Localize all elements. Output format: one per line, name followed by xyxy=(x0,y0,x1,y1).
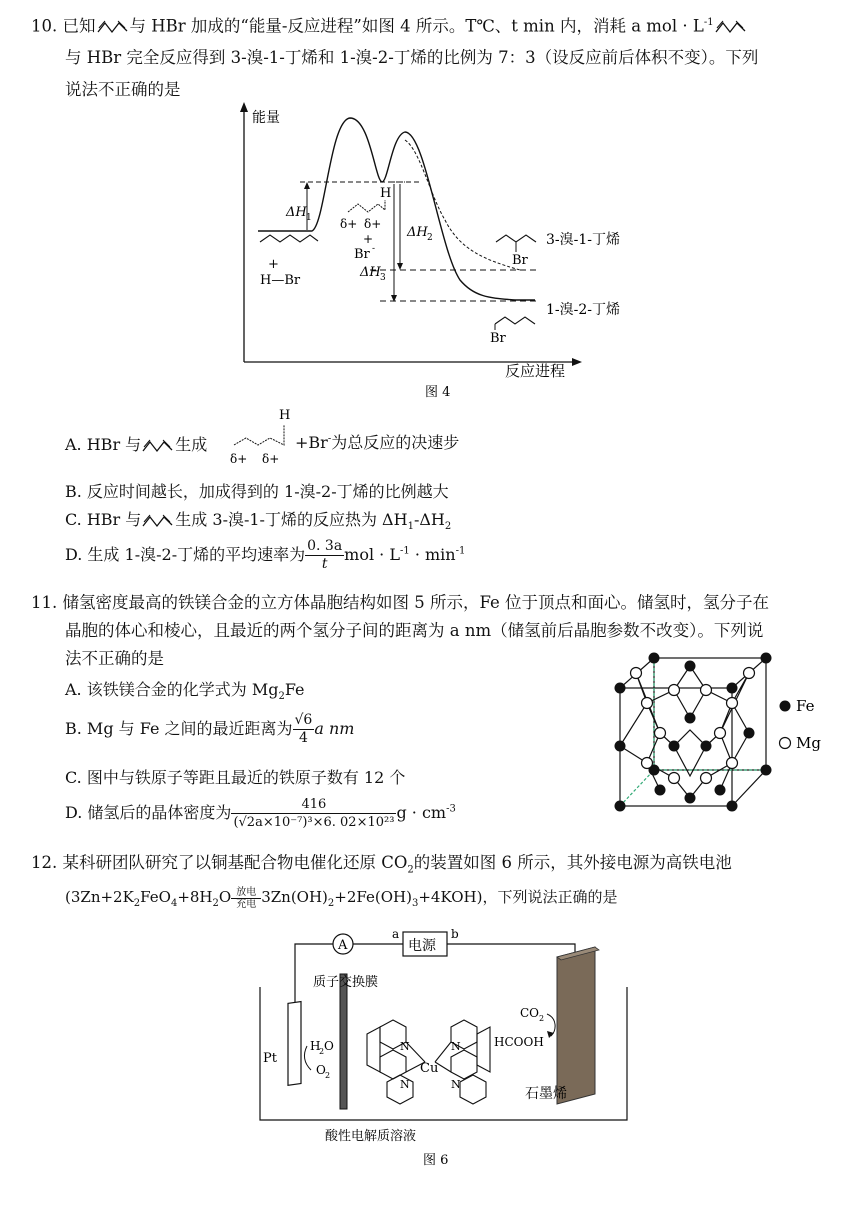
q12-line1: 12. 某科研团队研究了以铜基配合物电催化还原 $CO_2$的装置如图 6 所示，其外接电源为高铁电池 xyxy=(31,853,732,876)
butadiene-structure xyxy=(714,20,748,34)
svg-text:Pt: Pt xyxy=(263,1051,277,1066)
figure4-caption: 图 4 xyxy=(425,385,451,400)
svg-text:Br: Br xyxy=(490,331,506,346)
q10-option-a-tail: +Br-为总反应的决速步 xyxy=(295,433,460,452)
q11-line3: 法不正确的是 xyxy=(65,649,164,668)
svg-text:ΔH: ΔH xyxy=(286,205,307,220)
butadiene-structure xyxy=(141,514,175,528)
svg-text:Br: Br xyxy=(354,247,370,262)
svg-text:2: 2 xyxy=(319,1047,325,1056)
svg-text:2: 2 xyxy=(539,1014,545,1023)
svg-text:N: N xyxy=(400,1078,410,1091)
q10-line2: 与 HBr 完全反应得到 3-溴-1-丁烯和 1-溴-2-丁烯的比例为 7：3（设反应前后体积不变）。下列 xyxy=(65,48,759,67)
allyl-intermediate xyxy=(228,405,298,467)
q10-option-a: A. HBr 与 生成 xyxy=(65,435,208,454)
svg-text:δ+: δ+ xyxy=(262,452,280,466)
q11-line1: 11. 储氢密度最高的铁镁合金的立方体晶胞结构如图 5 所示，Fe 位于顶点和面心。储氢时，氢分子在 xyxy=(31,593,770,612)
svg-text:质子交换膜: 质子交换膜 xyxy=(313,975,379,990)
svg-text:a: a xyxy=(392,927,400,941)
butadiene-structure xyxy=(96,20,130,34)
svg-text:1-溴-2-丁烯: 1-溴-2-丁烯 xyxy=(546,302,621,318)
electrolysis-cell-diagram xyxy=(255,922,635,1172)
q11-option-d: D. 储氢后的晶体密度为 $\frac{416}{\text{(√2a×10⁻⁷)³×6. 02×10²³}}$ $g \cdot cm^{-3}$ xyxy=(65,797,456,830)
q11-number: 11. xyxy=(31,593,58,612)
svg-text:-: - xyxy=(372,244,376,254)
q11-line2: 晶胞的体心和棱心，且最近的两个氢分子间的距离为 a nm（储氢前后晶胞参数不改变）。下列说 xyxy=(65,621,764,640)
q10-option-d: D. 生成 1-溴-2-丁烯的平均速率为 $\frac{0. 3a}{t}$ mol · $L^{-1} \cdot \min^{-1}$ xyxy=(65,538,466,572)
legend-fe: Fe xyxy=(796,697,815,715)
legend-mg-marker xyxy=(780,738,791,749)
figure6-caption: 图 6 xyxy=(423,1153,449,1168)
svg-text:Cu: Cu xyxy=(420,1061,439,1076)
svg-text:CO: CO xyxy=(520,1006,540,1020)
svg-text:δ+: δ+ xyxy=(340,217,358,231)
svg-text:+: + xyxy=(363,232,374,246)
q10-line1: 10. 已知 与 HBr 加成的“能量-反应进程”如图 4 所示。T℃、t min 内，消耗 a mol · $L^{-1}$ xyxy=(31,10,748,40)
q11-option-c: C. 图中与铁原子等距且最近的铁原子数有 12 个 xyxy=(65,768,406,787)
svg-text:δ+: δ+ xyxy=(230,452,248,466)
svg-text:O: O xyxy=(324,1039,334,1053)
proton-exchange-membrane xyxy=(340,974,347,1109)
svg-text:1: 1 xyxy=(306,213,312,223)
svg-text:2: 2 xyxy=(427,233,433,243)
svg-text:A: A xyxy=(338,938,348,953)
svg-text:酸性电解质溶液: 酸性电解质溶液 xyxy=(325,1129,417,1144)
svg-text:N: N xyxy=(400,1040,410,1053)
svg-text:石墨烯: 石墨烯 xyxy=(525,1086,567,1102)
svg-text:+: + xyxy=(268,257,279,272)
q11-option-a: A. 该铁镁合金的化学式为 $Mg_2Fe$ xyxy=(65,680,305,703)
svg-text:N: N xyxy=(451,1078,461,1091)
svg-text:HCOOH: HCOOH xyxy=(494,1035,544,1049)
x-axis-label: 反应进程 xyxy=(505,362,566,380)
q10-number: 10. xyxy=(31,16,58,36)
svg-text:ΔH: ΔH xyxy=(360,265,381,280)
svg-text:H: H xyxy=(279,408,291,423)
svg-text:ΔH: ΔH xyxy=(407,225,428,240)
svg-text:3-溴-1-丁烯: 3-溴-1-丁烯 xyxy=(546,232,621,248)
svg-text:电源: 电源 xyxy=(408,938,436,954)
svg-text:H: H xyxy=(310,1039,321,1053)
svg-text:3: 3 xyxy=(380,273,386,283)
svg-text:O: O xyxy=(316,1063,326,1077)
svg-text:b: b xyxy=(451,927,459,941)
energy-diagram xyxy=(230,100,660,400)
q11-option-b: B. Mg 与 Fe 之间的最近距离为 $\frac{√6}{4}$ a nm xyxy=(65,712,355,746)
q10-line3: 说法不正确的是 xyxy=(65,80,181,99)
svg-text:N: N xyxy=(451,1040,461,1053)
q12-equation: ($3Zn+2K_2FeO_4+8H_2O$ 放电 充电 $3Zn(OH)_2+2Fe(OH)_3+4KOH$)，下列说法正确的是 xyxy=(65,886,618,910)
svg-text:H: H xyxy=(380,186,392,201)
svg-text:2: 2 xyxy=(325,1071,331,1080)
q10-option-b: B. 反应时间越长，加成得到的 1-溴-2-丁烯的比例越大 xyxy=(65,482,449,501)
butadiene-structure xyxy=(141,439,175,453)
q12-number: 12. xyxy=(31,853,58,872)
q10-option-c: C. HBr 与 生成 3-溴-1-丁烯的反应热为 $\Delta H_1-\Delta H_2$ xyxy=(65,510,452,533)
svg-text:H—Br: H—Br xyxy=(260,273,301,288)
svg-text:Br: Br xyxy=(512,253,528,268)
legend-fe-marker xyxy=(780,701,791,712)
pt-electrode xyxy=(288,1002,301,1086)
svg-text:δ+: δ+ xyxy=(364,217,382,231)
y-axis-label: 能量 xyxy=(252,110,280,126)
reaction-arrows: 放电 充电 xyxy=(231,887,261,910)
crystal-cell-diagram xyxy=(602,648,852,818)
graphene-electrode xyxy=(557,947,595,1104)
legend-mg: Mg xyxy=(796,734,821,752)
